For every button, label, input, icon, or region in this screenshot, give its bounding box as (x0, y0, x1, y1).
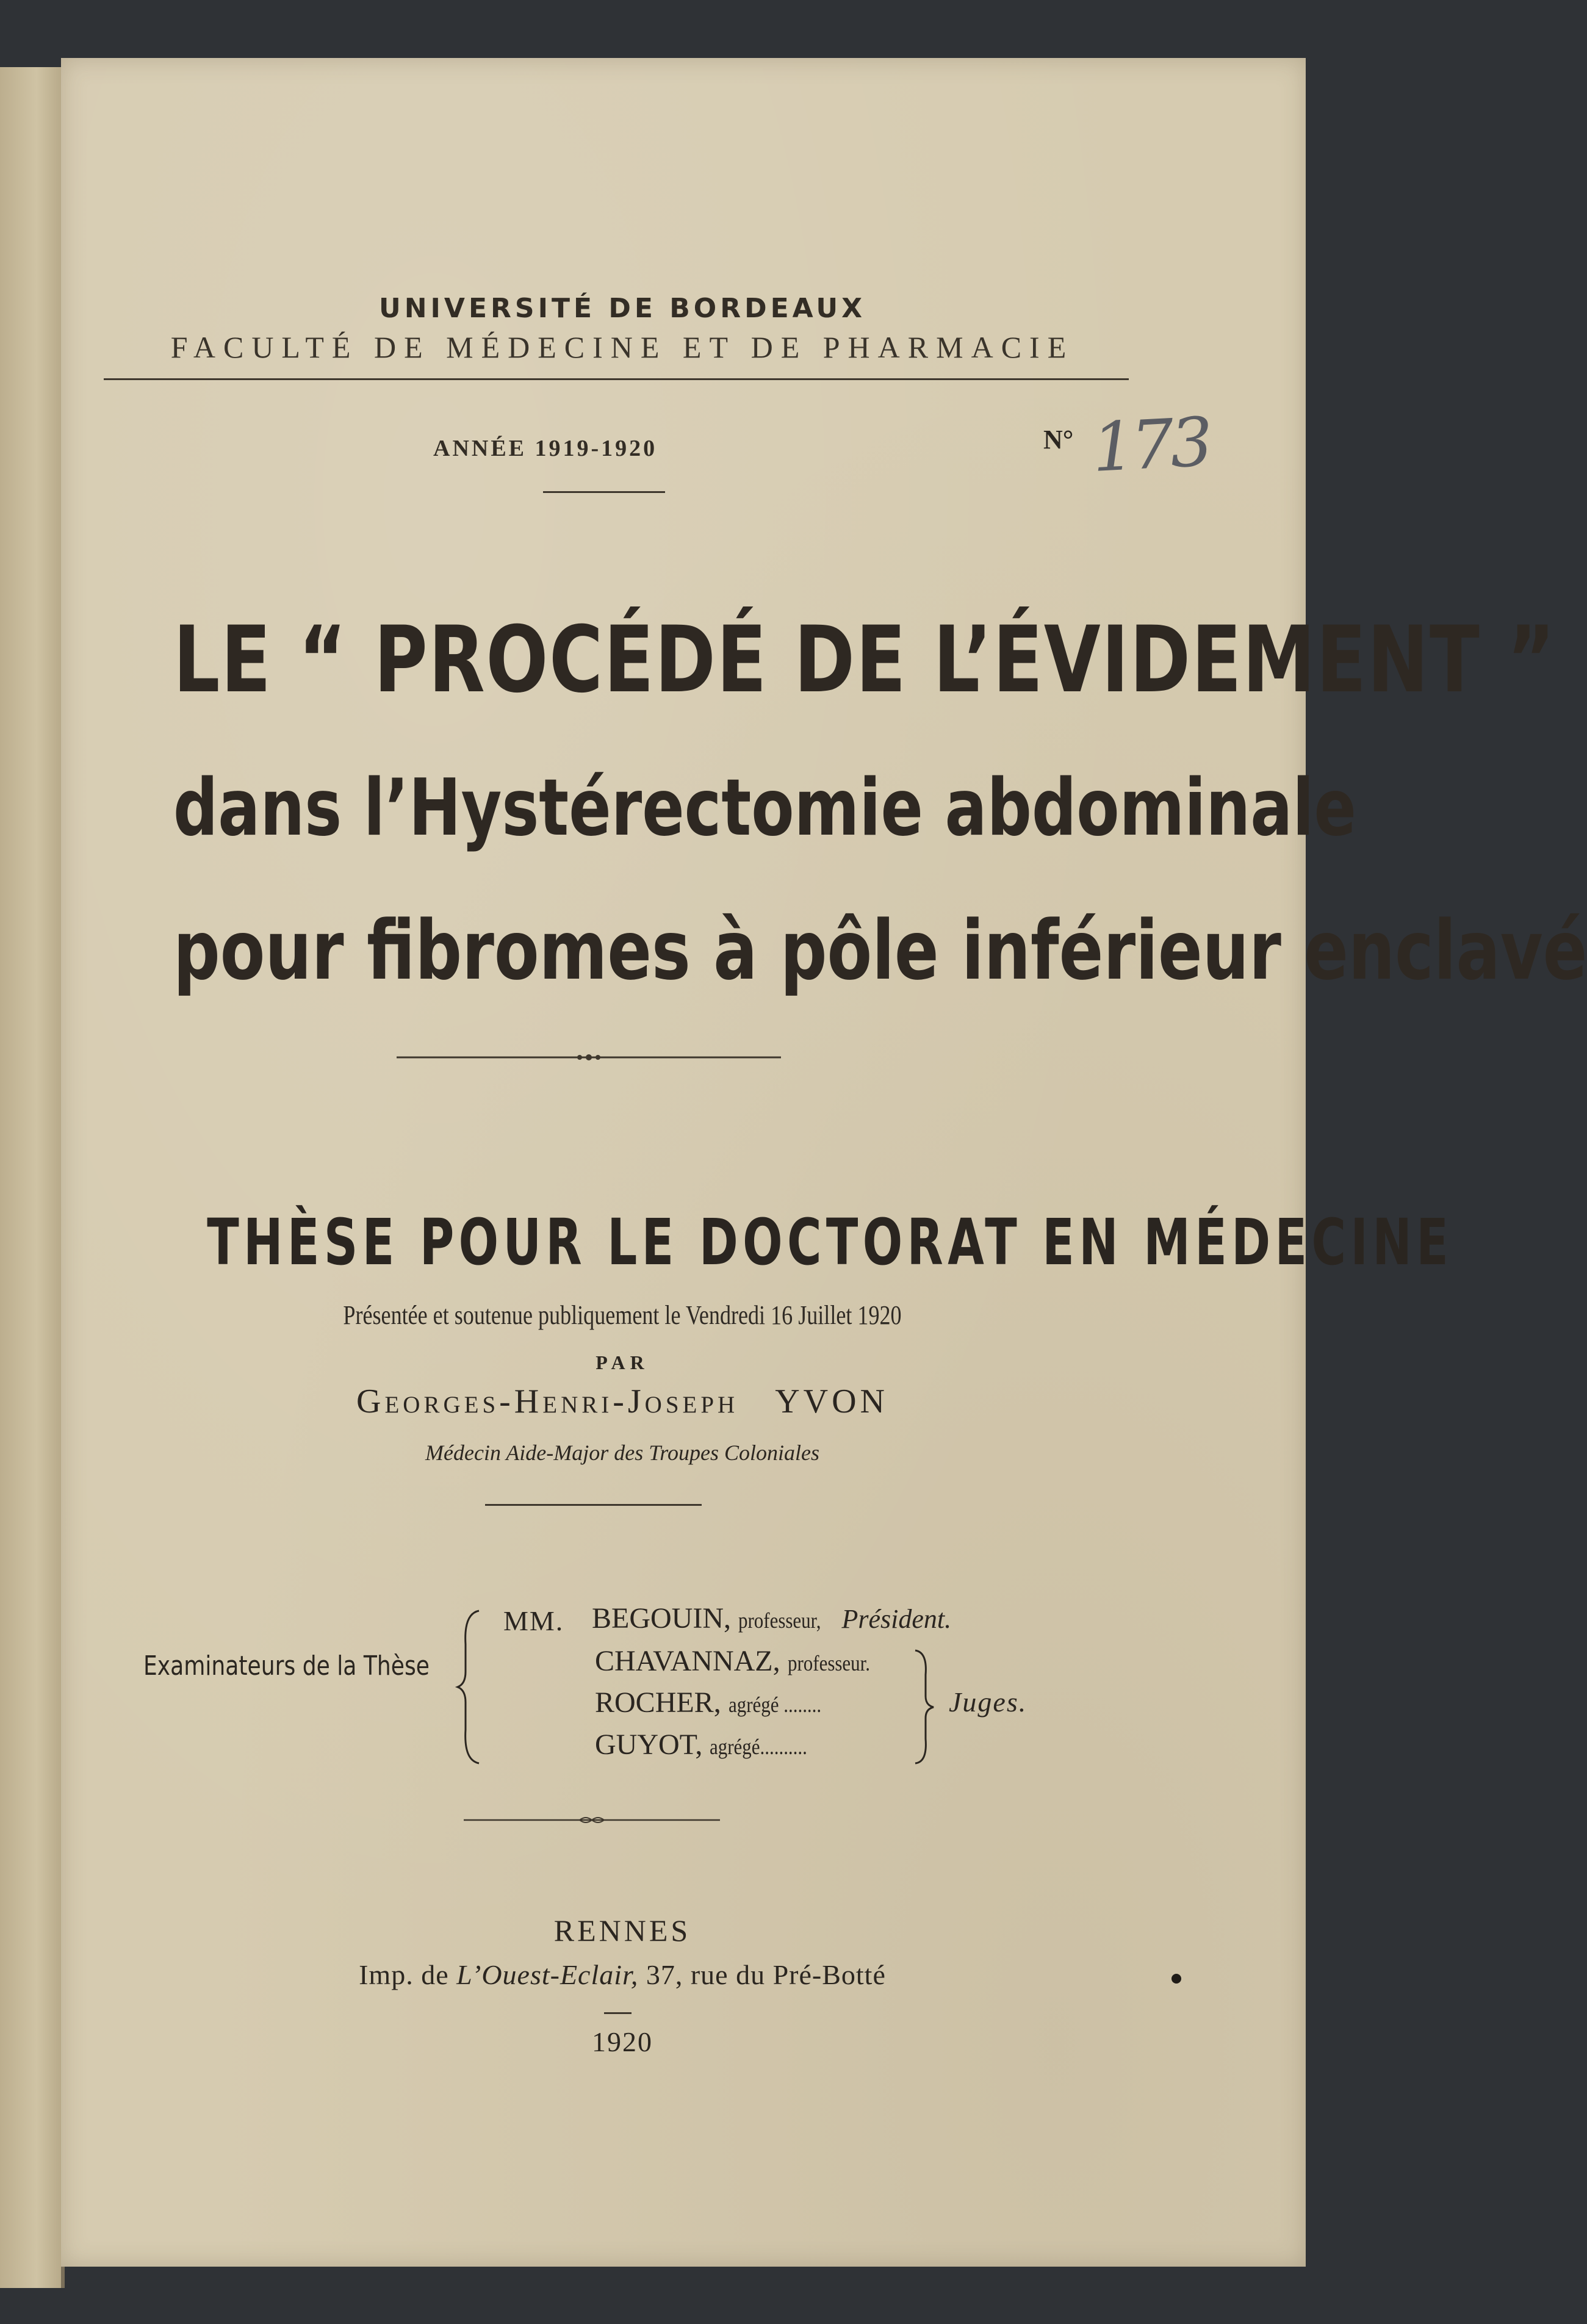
jury-member (595, 1686, 837, 1719)
author-role: Médecin Aide-Major des Troupes Coloniales (425, 1441, 819, 1465)
jury-prefix: MM. (503, 1605, 564, 1636)
author-first-names: Georges-Henri-Joseph (356, 1383, 739, 1420)
jury-member-title: agrégé.......... (710, 1735, 808, 1759)
imprint-city: RENNES (553, 1913, 691, 1948)
title-line-2: dans l’Hystérectomie abdominale (173, 763, 1356, 854)
author-name (61, 1382, 1184, 1421)
author-underline (485, 1504, 702, 1506)
title-page (61, 58, 1587, 2267)
academic-year: ANNÉE 1919-1920 (433, 436, 658, 461)
jury-member (595, 1644, 883, 1678)
jury-member-title: professeur. (787, 1651, 870, 1675)
title-line-3: pour fibromes à pôle inférieur enclavé (173, 903, 1587, 998)
right-brace-icon (912, 1647, 937, 1766)
handwritten-number: 173 (1090, 403, 1212, 487)
left-brace-icon (455, 1608, 485, 1766)
jury-member-name: CHAVANNAZ, (595, 1645, 780, 1677)
imprint-year: 1920 (592, 2026, 653, 2057)
thesis-heading: THÈSE POUR LE DOCTORAT EN MÉDECINE (207, 1205, 1453, 1279)
judges-label: Juges. (949, 1686, 1027, 1718)
jury-member-name: ROCHER, (595, 1686, 721, 1719)
year-underline (543, 491, 665, 493)
jury-member-president (592, 1602, 951, 1635)
ornamental-rule-icon (397, 1051, 781, 1063)
jury-member-title: agrégé ........ (728, 1693, 821, 1717)
jury-member-name: GUYOT, (595, 1729, 703, 1761)
university-name: UNIVERSITÉ DE BORDEAUX (378, 293, 866, 324)
jury-member (595, 1728, 823, 1761)
author-surname: YVON (775, 1383, 888, 1420)
printer-prefix: Imp. de (359, 1959, 449, 1990)
ornamental-rule-icon (464, 1814, 720, 1826)
faculty-name: FACULTÉ DE MÉDECINE ET DE PHARMACIE (170, 330, 1074, 364)
presentation-date: Présentée et soutenue publiquement le Vendredi 16 Juillet 1920 (343, 1300, 902, 1330)
ink-dot-mark (1171, 1974, 1181, 1984)
jury-member-title: professeur, (738, 1608, 821, 1633)
header-rule (104, 378, 1129, 380)
by-label: PAR (596, 1351, 649, 1373)
jury-member-role: Président. (841, 1604, 952, 1634)
examiners-label: Examinateurs de la Thèse (143, 1650, 430, 1682)
year-rule (604, 2012, 632, 2014)
printer-address: 37, rue du Pré-Botté (646, 1959, 886, 1990)
imprint-printer (61, 1959, 1184, 1991)
title-line-1: LE “ PROCÉDÉ DE L’ÉVIDEMENT ” (173, 607, 1556, 713)
adjacent-page-edge (0, 67, 65, 2288)
printer-name: L’Ouest-Eclair, (456, 1959, 639, 1990)
number-label: N° (1043, 425, 1074, 455)
jury-member-name: BEGOUIN, (592, 1602, 731, 1635)
